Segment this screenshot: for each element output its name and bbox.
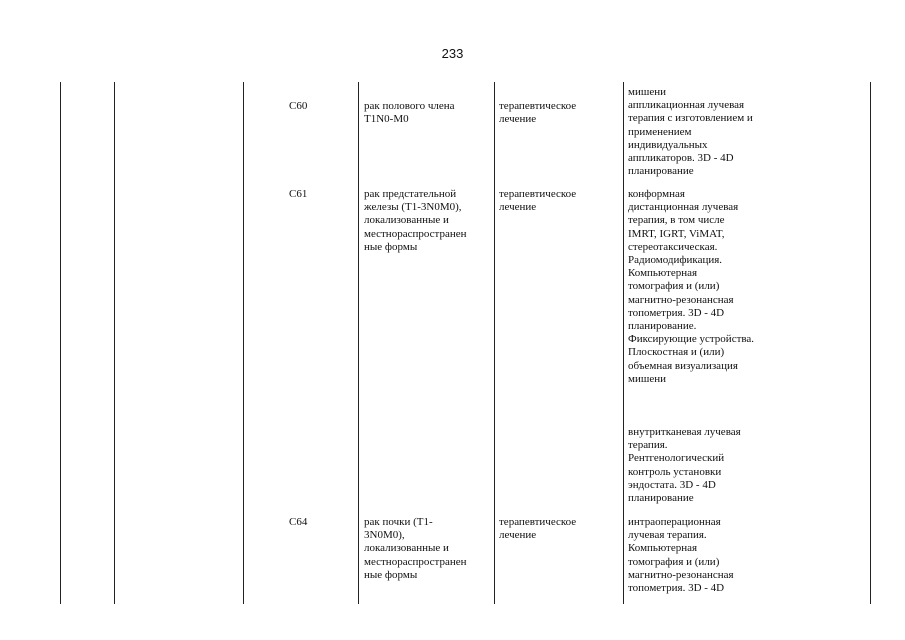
column-divider [358, 82, 359, 604]
column-divider [623, 82, 624, 604]
page-number: 233 [441, 46, 464, 61]
method-cell-c61: конформная дистанционная лучевая терапия, в том числе IMRT, IGRT, ViMAT, стереотаксическая. Радиомодификация. Компьютерная томография и (или) магнитно-резонансная топометрия. 3D - 4D планирование. Фиксирующие устройства. Плоскостная и (или) объемная визуализация мишени [628, 188, 755, 385]
diagnosis-name-c64: рак почки (T1- 3N0M0), локализованные и местнораспространен ные формы [364, 516, 467, 581]
diagnosis-code-c60: C60 [289, 100, 308, 112]
method-cell-c61-brachytherapy: внутритканевая лучевая терапия. Рентгенологический контроль установки эндостата. 3D - 4D планирование [628, 426, 741, 505]
column-divider [243, 82, 244, 604]
diagnosis-code-c64: C64 [289, 516, 308, 528]
diagnosis-code-c61: C61 [289, 188, 308, 200]
diagnosis-name-c60: рак полового члена T1N0-M0 [364, 100, 455, 126]
column-divider [114, 82, 115, 604]
table-border-left [60, 82, 61, 604]
treatment-type-c64: терапевтическое лечение [499, 516, 577, 542]
method-cell-c64: интраоперационная лучевая терапия. Компьютерная томография и (или) магнитно-резонансная топометрия. 3D - 4D [628, 516, 734, 595]
method-cell-continued: мишени аппликационная лучевая терапия с изготовлением и применением индивидуальных аппликаторов. 3D - 4D планирование [628, 86, 753, 178]
column-divider [494, 82, 495, 604]
table-border-right [870, 82, 871, 604]
treatment-type-c61: терапевтическое лечение [499, 188, 577, 214]
treatment-type-c60: терапевтическое лечение [499, 100, 577, 126]
diagnosis-name-c61: рак предстательной железы (T1-3N0M0), локализованные и местнораспространен ные формы [364, 188, 467, 253]
